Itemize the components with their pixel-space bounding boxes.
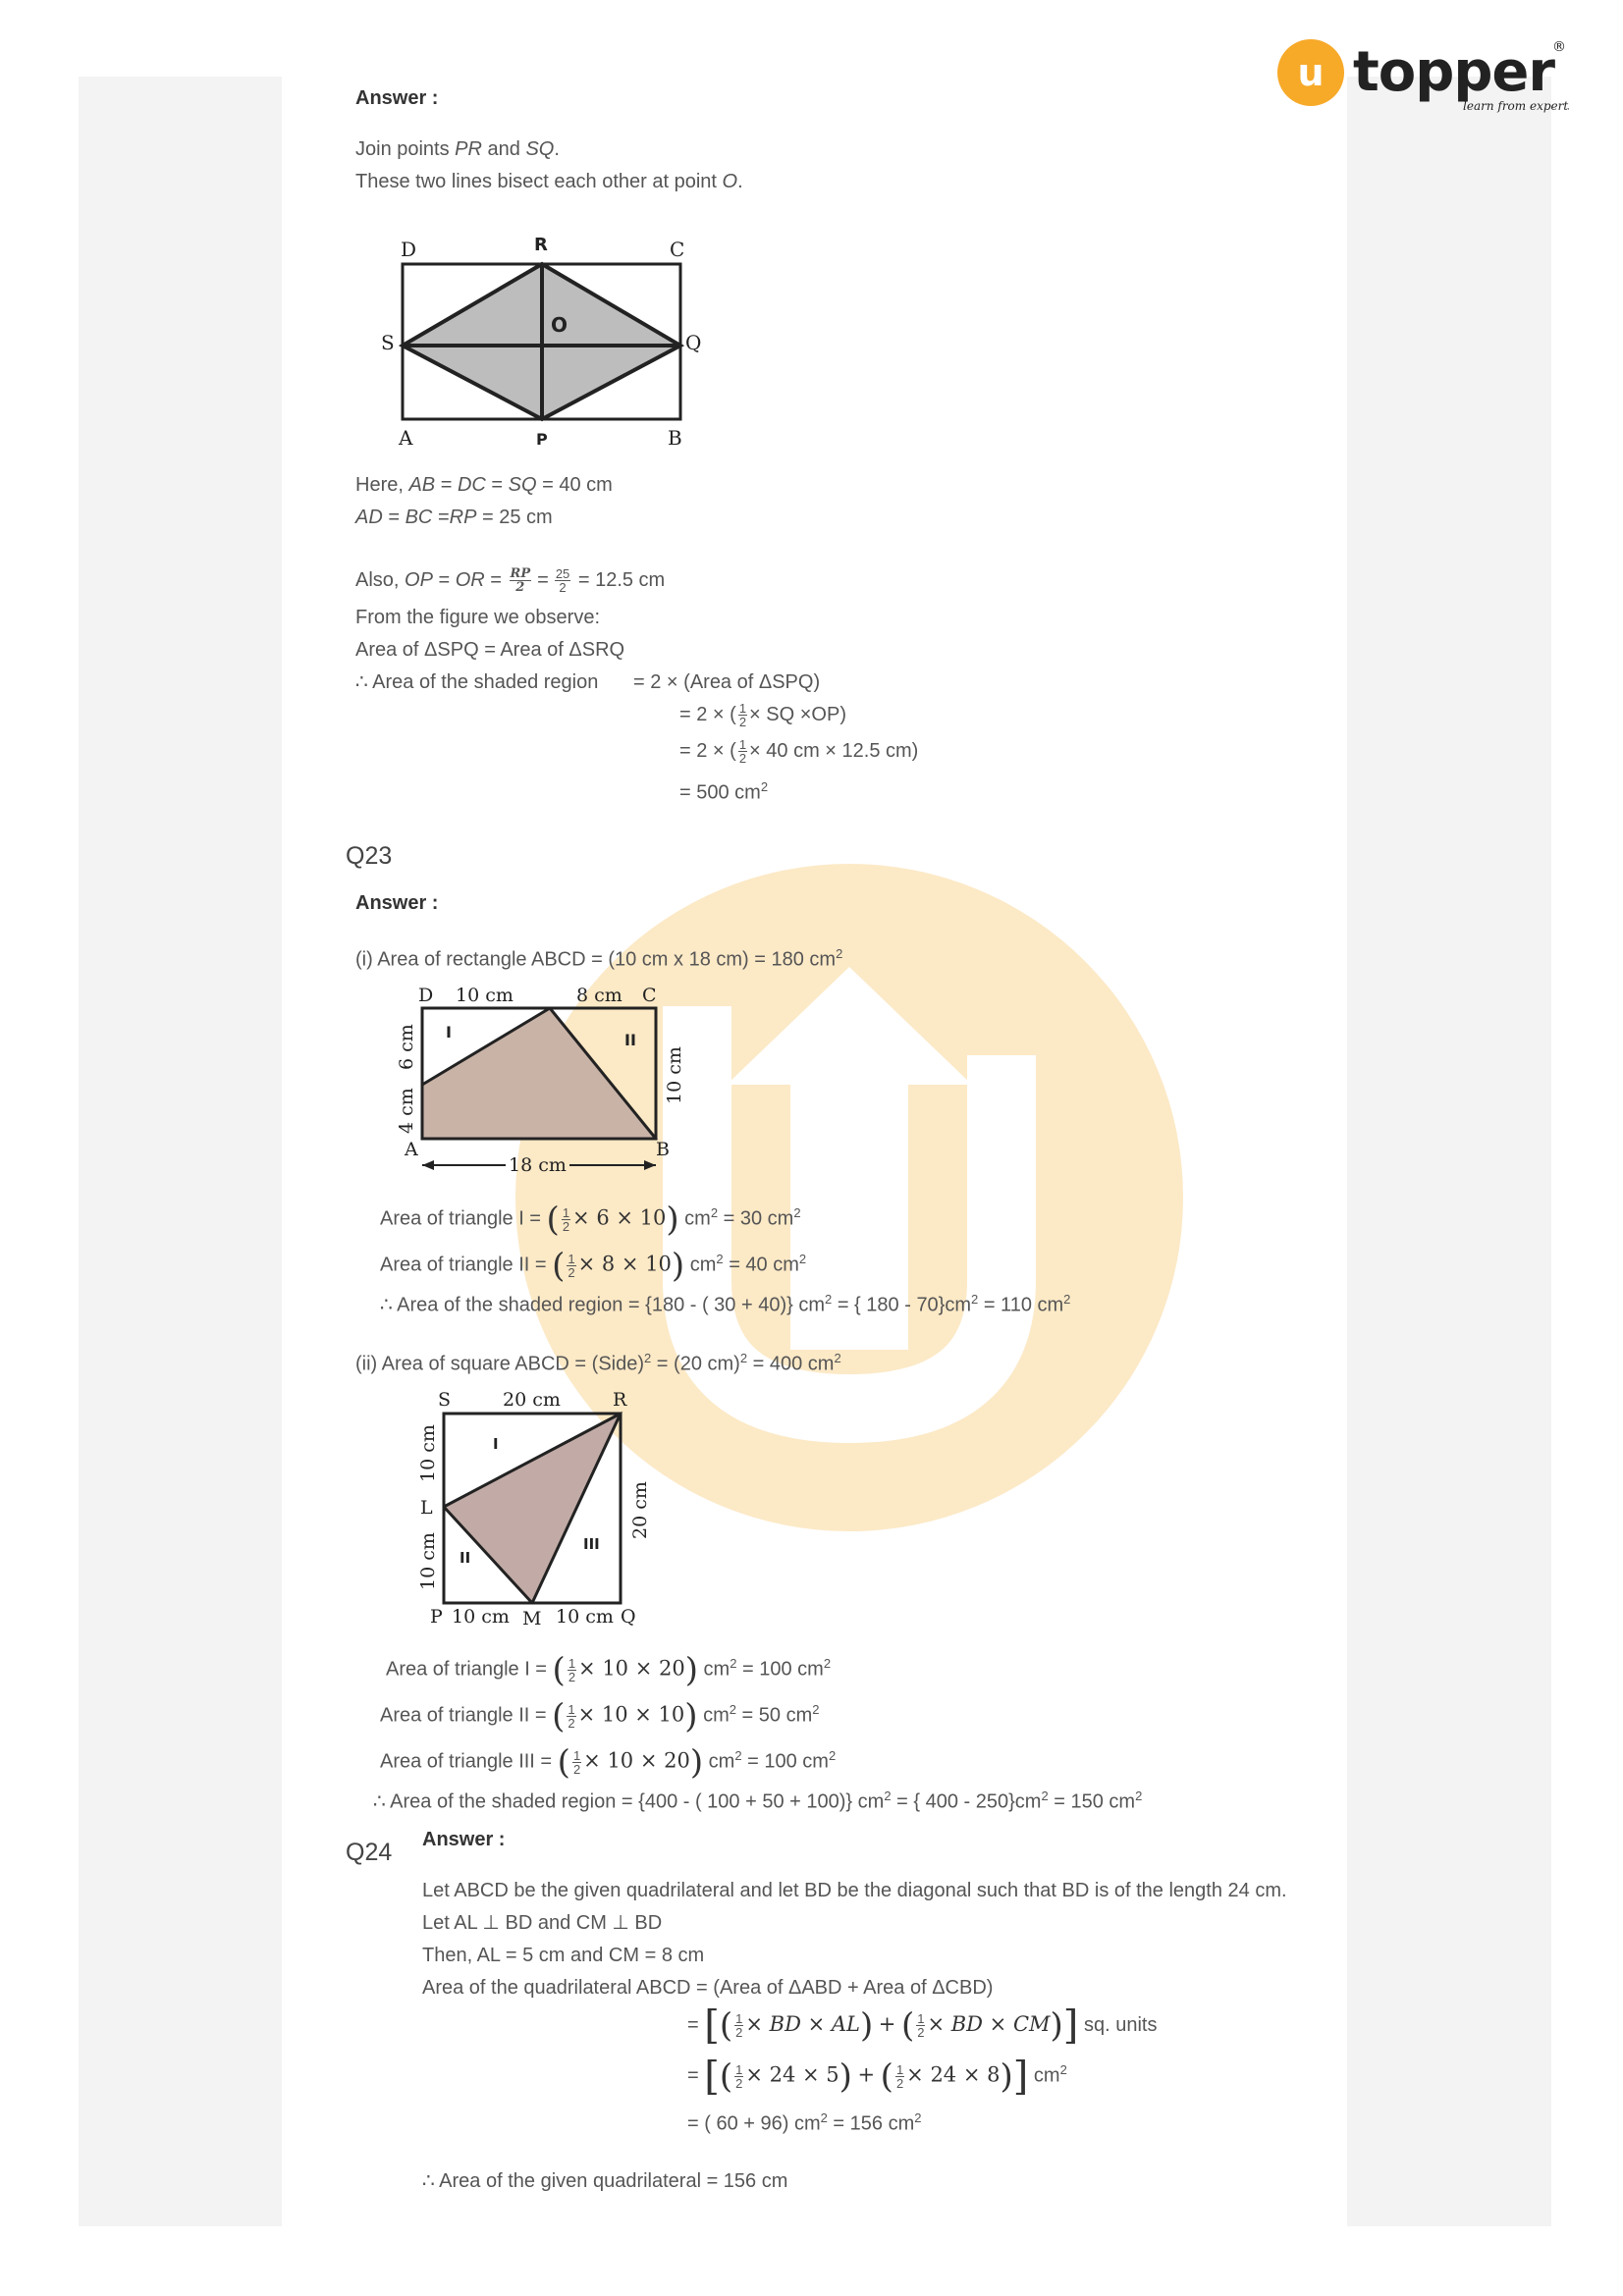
shaded-triangle: [422, 1008, 656, 1139]
shaded-triangle: [444, 1414, 621, 1603]
right-margin: [1347, 77, 1551, 2226]
label-d: D: [401, 238, 417, 261]
label-q: Q: [621, 1606, 636, 1628]
logo-registered: ®: [1552, 39, 1566, 55]
label-bottom-18: 18 cm: [509, 1154, 567, 1176]
label-left-6: 6 cm: [396, 1024, 417, 1070]
text-line: Area of triangle I = ( $\frac{1}{2}$ × 6 × 10) $cm^2 = 30$ $cm^2$: [380, 1200, 801, 1240]
equation-line: = [( $\frac{1}{2}$ × 24 × 5) + ( $\frac{1}{2}$ × 24 × 8)] $cm^2$: [687, 2054, 1067, 2100]
label-m: M: [522, 1608, 542, 1629]
label-top-20: 20 cm: [503, 1389, 561, 1411]
label-i: I: [493, 1435, 499, 1453]
equation-line: = ( 60 + 96) $cm^2 = 156$ $cm^2$: [687, 2110, 922, 2135]
label-b: B: [668, 426, 682, 450]
text-line: (i) Area of rectangle ABCD = (10 cm x 18 cm) = 180 $cm^2$: [355, 946, 843, 971]
label-q: Q: [685, 331, 702, 354]
label-bottom-10a: 10 cm: [452, 1606, 510, 1628]
label-p: P: [536, 430, 548, 449]
label-r: R: [613, 1389, 627, 1411]
label-bottom-10b: 10 cm: [556, 1606, 614, 1628]
left-margin: [79, 77, 282, 2226]
label-c: C: [670, 238, 685, 261]
text-line: = 2 × (Area of ΔSPQ): [633, 671, 821, 693]
text-line: = 2 × ( $\frac{1}{2}$ × 40 cm × 12.5 cm): [679, 737, 919, 766]
figure-rhombus-in-rectangle: [373, 231, 717, 456]
text-line: Area of the quadrilateral ABCD = (Area of ΔABD + Area of ΔCBD): [422, 1977, 994, 1999]
label-left-4: 4 cm: [396, 1088, 417, 1134]
text-line: Here, AB = DC = SQ = 40 cm: [355, 474, 613, 496]
label-o: O: [551, 313, 568, 337]
label-d: D: [418, 985, 434, 1006]
logo-mark: u: [1297, 51, 1325, 94]
label-b: B: [656, 1139, 670, 1160]
question-label: Q24: [346, 1839, 393, 1866]
answer-heading: Answer :: [355, 87, 439, 109]
label-ii: II: [460, 1549, 471, 1567]
label-s: S: [381, 331, 395, 354]
label-l: L: [420, 1497, 433, 1519]
text-line: Then, AL = 5 cm and CM = 8 cm: [422, 1945, 705, 1966]
text-line: Also, OP = OR = $\frac{RP}{2}$ = $\frac{25}{2}$ = 12.5 cm: [355, 566, 666, 595]
text-line: (ii) Area of square ABCD = (Side)$^2$ = (20 cm)$^2$ = 400 $cm^2$: [355, 1351, 841, 1375]
text-line: AD = BC =RP = 25 cm: [355, 507, 553, 528]
logo-tagline: learn from experts: [1463, 99, 1569, 113]
text-line: Area of triangle III = ( $\frac{1}{2}$ × 10 × 20) $cm^2 = 100$ $cm^2$: [380, 1742, 837, 1783]
label-right-20: 20 cm: [629, 1481, 651, 1539]
text-line: Let AL ⊥ BD and CM ⊥ BD: [422, 1912, 663, 1934]
label-s: S: [438, 1389, 452, 1411]
text-line: ∴ Area of the shaded region: [355, 671, 599, 693]
label-c: C: [642, 985, 657, 1006]
text-line: Area of triangle II = ( $\frac{1}{2}$ × 8 × 10) $cm^2 = 40$ $cm^2$: [380, 1246, 807, 1286]
brand-logo[interactable]: [1274, 35, 1569, 124]
label-a: A: [399, 426, 413, 450]
text-line: From the figure we observe:: [355, 607, 600, 628]
text-line: Area of triangle I = ( $\frac{1}{2}$ × 10 × 20) $cm^2 = 100$ $cm^2$: [386, 1650, 832, 1690]
final-answer: ∴ Area of the given quadrilateral = 156 cm: [422, 2170, 788, 2192]
label-a: A: [405, 1139, 418, 1160]
label-right-10: 10 cm: [664, 1046, 685, 1104]
label-top-8: 8 cm: [576, 985, 622, 1006]
figure-square-pqrs: [403, 1384, 677, 1629]
label-left-10a: 10 cm: [417, 1424, 439, 1482]
text-line: ∴ Area of the shaded region = {180 - ( 30 + 40)} $cm^2$ = { $180 - 70\}cm^2 = 110$ $cm^2$: [380, 1292, 1071, 1316]
text-line: ∴ Area of the shaded region = {400 - ( 100 + 50 + 100)} $cm^2$ = { $400 - 250\}cm^2 = 150$ $cm^2$: [373, 1789, 1143, 1813]
answer-heading: Answer :: [355, 892, 439, 914]
label-i: I: [446, 1023, 452, 1041]
text-line: = 500 $cm^2$: [679, 779, 769, 804]
label-ii: II: [624, 1031, 636, 1049]
label-p: P: [430, 1606, 443, 1628]
text-line: Let ABCD be the given quadrilateral and let BD be the diagonal such that BD is of the length 24 cm.: [422, 1880, 1287, 1901]
answer-heading: Answer :: [422, 1829, 506, 1850]
text-line: Join points PR and SQ.: [355, 138, 560, 160]
label-left-10b: 10 cm: [417, 1532, 439, 1590]
label-iii: III: [583, 1535, 600, 1553]
text-line: Area of ΔSPQ = Area of ΔSRQ: [355, 639, 625, 661]
text-line: These two lines bisect each other at point O.: [355, 171, 743, 192]
question-label: Q23: [346, 842, 393, 870]
equation-line: = [( $\frac{1}{2}$ × BD × AL) + ( $\frac{1}{2}$ × BD × CM)] sq. units: [687, 2002, 1158, 2049]
label-top-10: 10 cm: [456, 985, 514, 1006]
text-line: Area of triangle II = ( $\frac{1}{2}$ × 10 × 10) $cm^2 = 50$ $cm^2$: [380, 1696, 820, 1736]
label-r: R: [534, 235, 548, 255]
logo-name: topper: [1353, 40, 1555, 104]
text-line: = 2 × ( $\frac{1}{2}$ × SQ ×OP): [679, 701, 846, 729]
figure-rectangle-abcd: [373, 977, 697, 1183]
